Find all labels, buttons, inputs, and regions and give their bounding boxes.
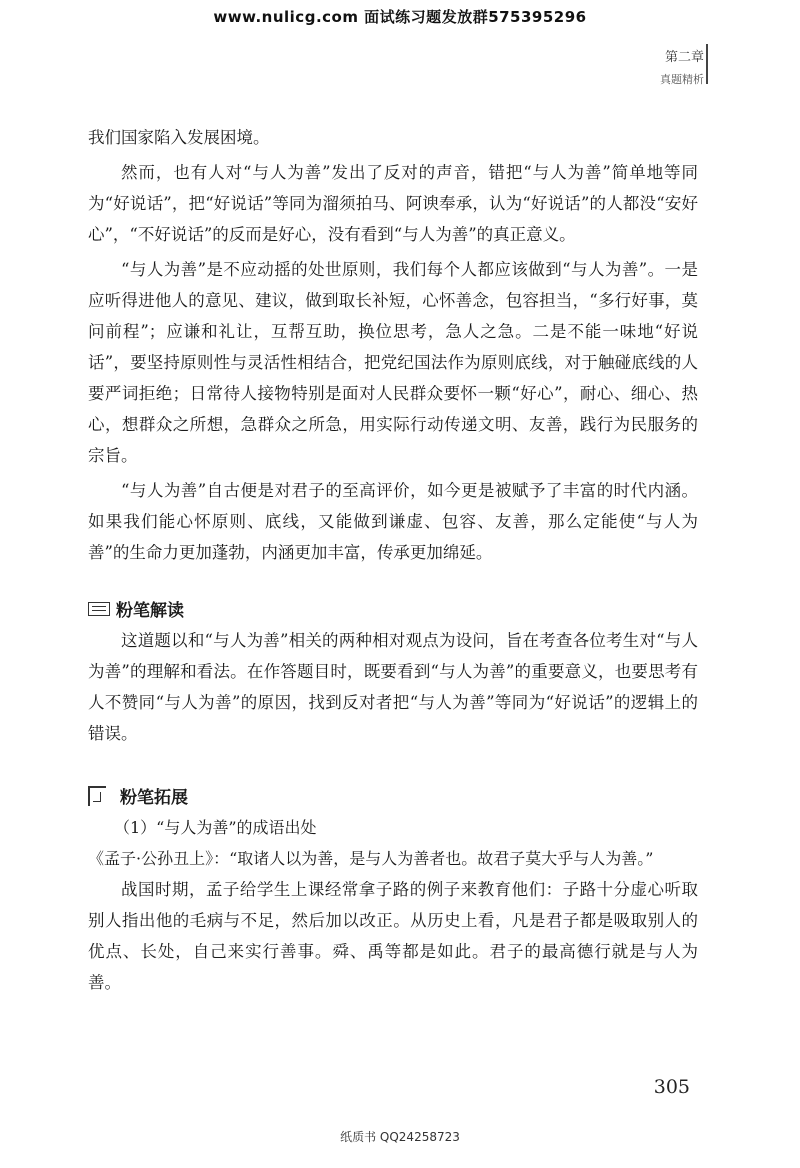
section-interpretation-heading xyxy=(88,596,698,621)
chapter-title: 第二章 xyxy=(664,50,704,65)
chapter-subtitle: 真题精析 xyxy=(660,73,704,86)
paragraph-1: 我们国家陷入发展困境。 xyxy=(88,128,270,147)
section-extension-title: 粉笔拓展 xyxy=(120,788,188,808)
footer-note: 纸质书 QQ24258723 xyxy=(340,1130,460,1144)
page-content xyxy=(88,122,698,1002)
section-interpretation-title: 粉笔解读 xyxy=(116,601,184,621)
extension-item: （1）“与人为善”的成语出处 xyxy=(114,818,317,837)
extension-quote: 《孟子·公孙丑上》：“取诸人以为善，是与人为善者也。故君子莫大乎与人为善。” xyxy=(88,849,654,868)
bookmark-icon xyxy=(88,786,106,806)
chapter-label xyxy=(660,46,704,87)
extension-text: 战国时期，孟子给学生上课经常拿子路的例子来教育他们：子路十分虚心听取别人指出他的毛病与不足，然后加以改正。从历史上看，凡是君子都是吸取别人的优点、长处，自己来实行善事。舜、禹等都是如此。君子的最高德行就是与人为善。 xyxy=(88,880,698,992)
chapter-divider xyxy=(706,44,708,84)
paragraph-2: 然而，也有人对“与人为善”发出了反对的声音，错把“与人为善”简单地等同为“好说话”，把“好说话”等同为溜须拍马、阿谀奉承，认为“好说话”的人都没“安好心”，“不好说话”的反而是好心，没有看到“与人为善”的真正意义。 xyxy=(88,163,698,244)
watermark-header: www.nulicg.com 面试练习题发放群575395296 xyxy=(213,8,587,26)
section-interpretation-text: 这道题以和“与人为善”相关的两种相对观点为设问，旨在考查各位考生对“与人为善”的理解和看法。在作答题目时，既要看到“与人为善”的重要意义，也要思考有人不赞同“与人为善”的原因，找到反对者把“与人为善”等同为“好说话”的逻辑上的错误。 xyxy=(88,631,698,743)
section-extension-heading xyxy=(88,783,698,808)
paragraph-3: “与人为善”是不应动摇的处世原则，我们每个人都应该做到“与人为善”。一是应听得进他人的意见、建议，做到取长补短，心怀善念，包容担当，“多行好事，莫问前程”；应谦和礼让，互帮互助，换位思考，急人之急。二是不能一味地“好说话”，要坚持原则性与灵活性相结合，把党纪国法作为原则底线，对于触碰底线的人要严词拒绝；日常待人接物特别是面对人民群众要怀一颗“好心”，耐心、细心、热心，想群众之所想，急群众之所急，用实际行动传递文明、友善，践行为民服务的宗旨。 xyxy=(88,260,698,465)
paragraph-4: “与人为善”自古便是对君子的至高评价，如今更是被赋予了丰富的时代内涵。如果我们能心怀原则、底线，又能做到谦虚、包容、友善，那么定能使“与人为善”的生命力更加蓬勃，内涵更加丰富，传承更加绵延。 xyxy=(88,481,698,562)
section-marker-icon xyxy=(88,602,110,616)
page-number: 305 xyxy=(653,1076,690,1098)
